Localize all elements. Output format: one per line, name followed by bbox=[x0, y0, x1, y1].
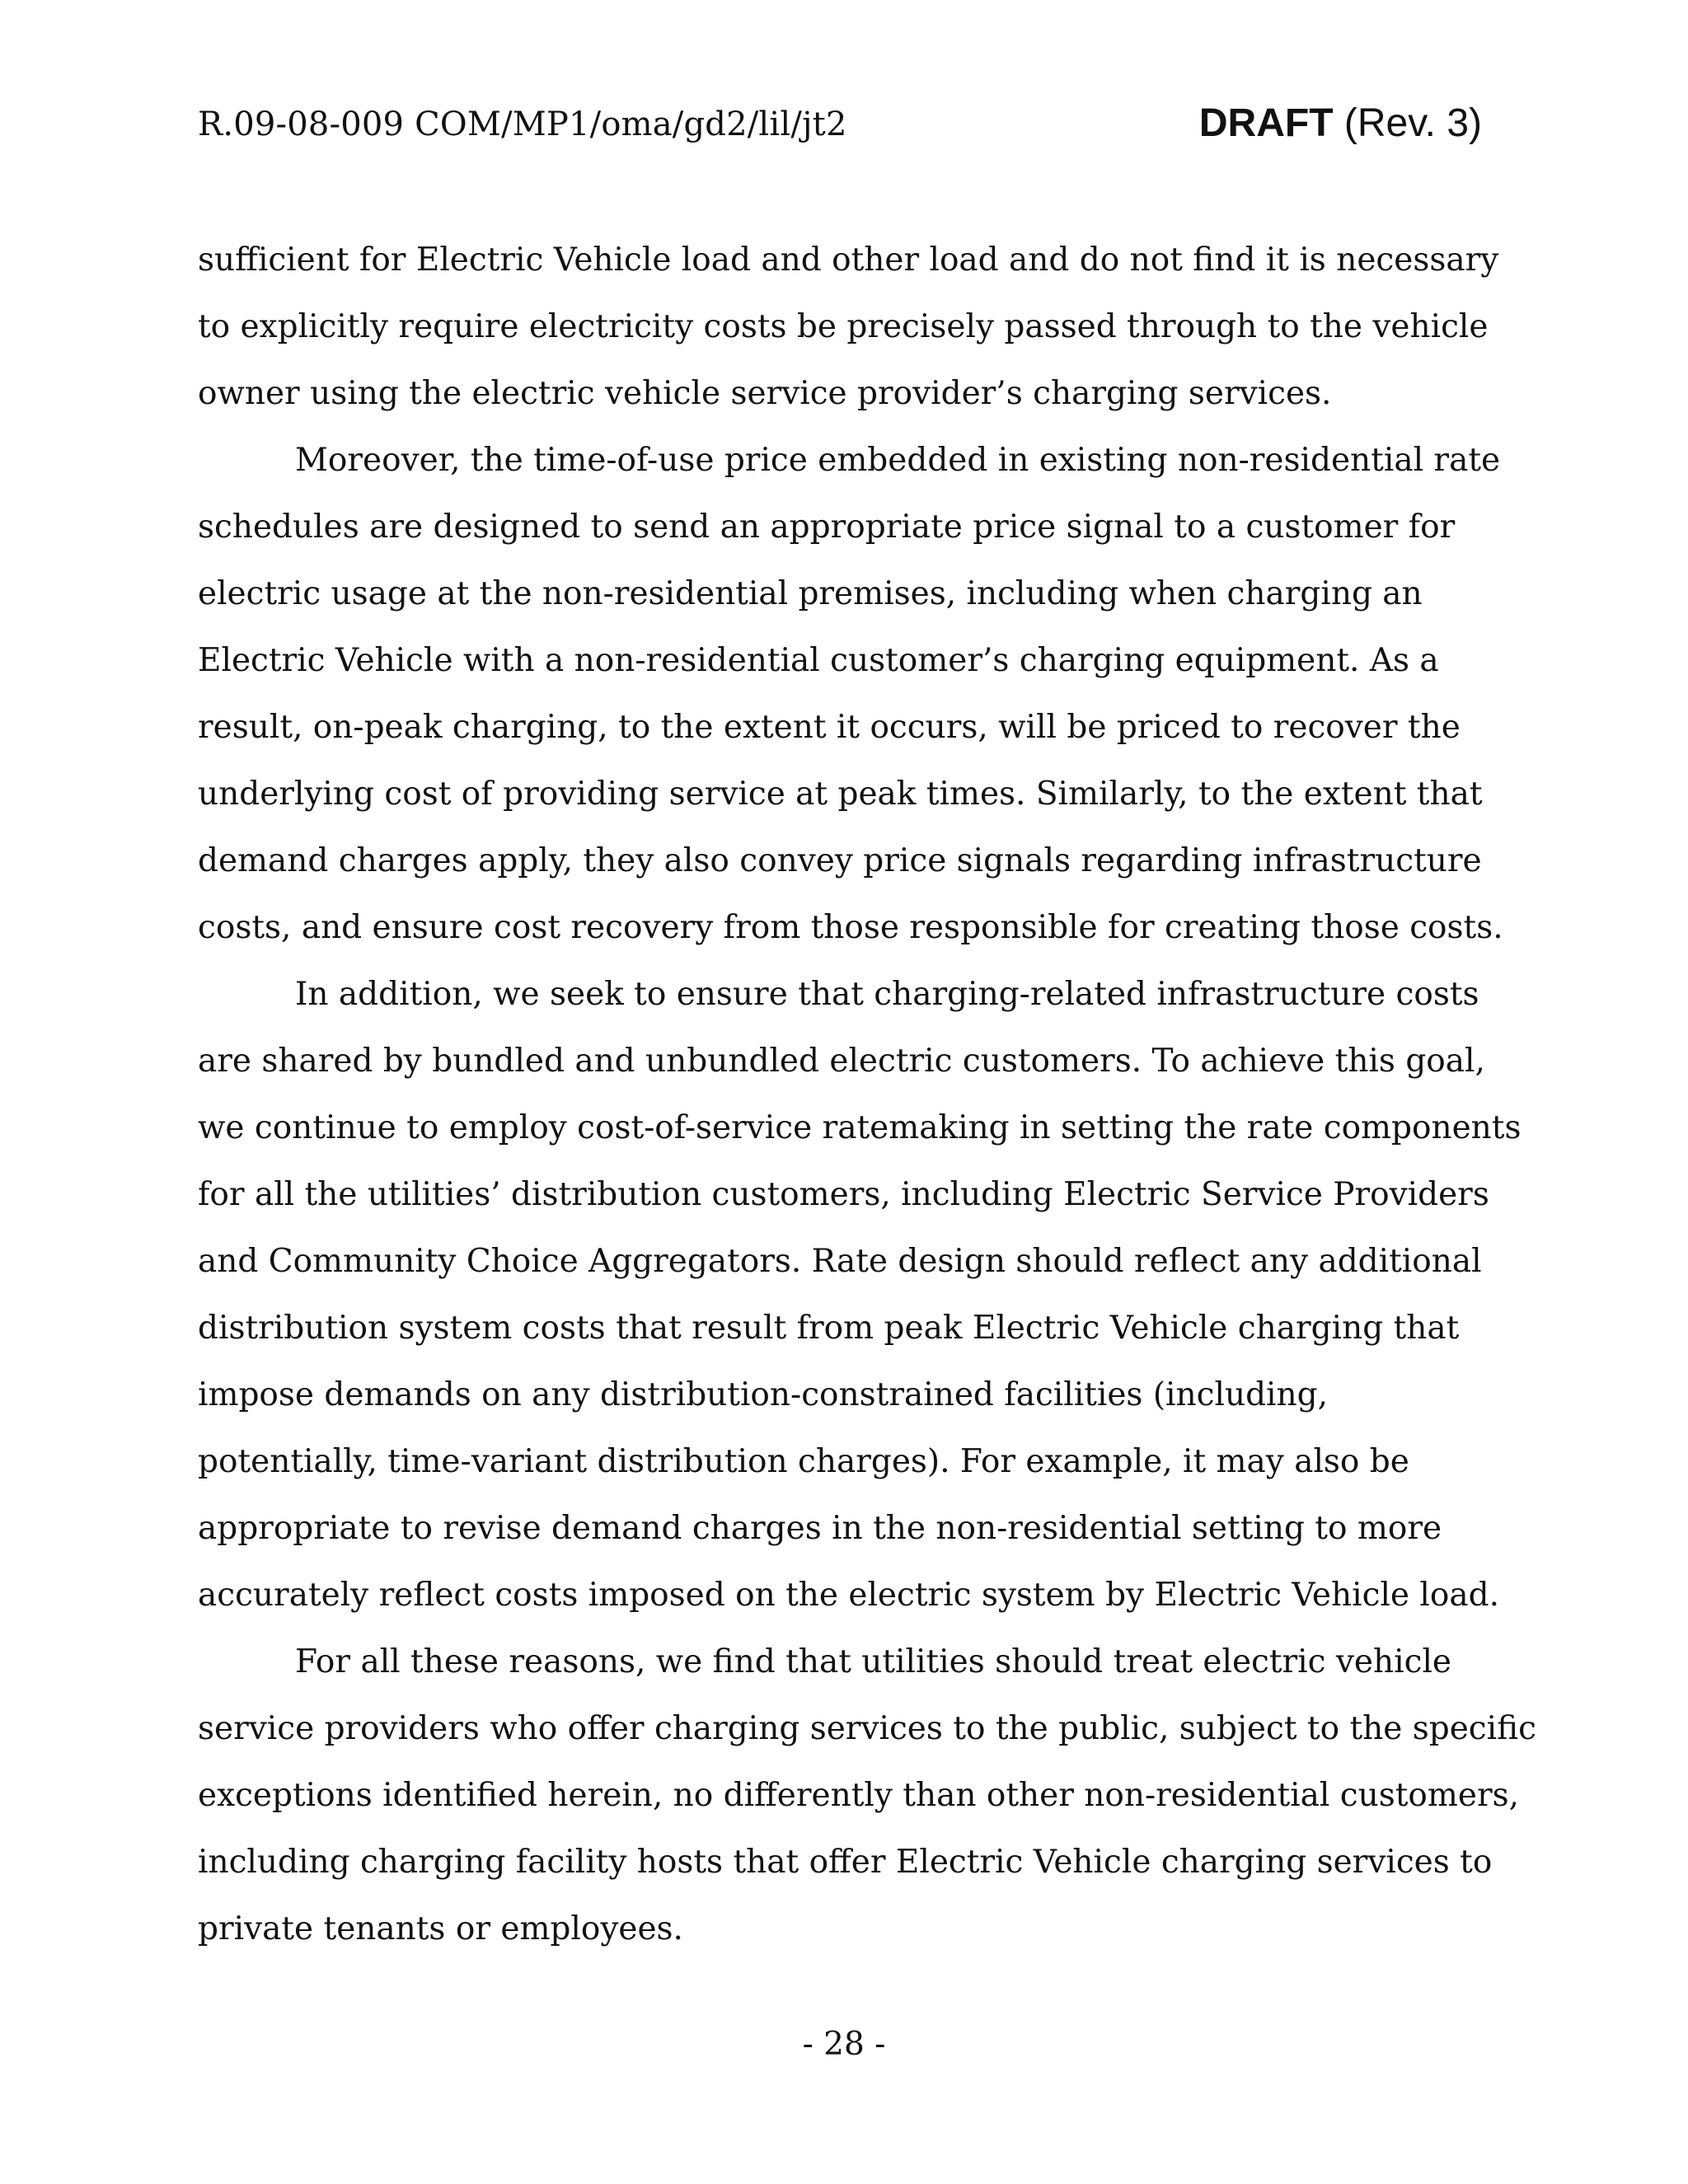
page-number: - 28 - bbox=[802, 2026, 886, 2063]
text-line: sufficient for Electric Vehicle load and other load and do not find it is necessary bbox=[198, 241, 1499, 279]
docket-number: R.09-08-009 COM/MP1/oma/gd2/lil/jt2 bbox=[198, 105, 847, 143]
text-line: underlying cost of providing service at peak times. Similarly, to the extent that bbox=[198, 776, 1483, 813]
text-line: and Community Choice Aggregators. Rate design should reflect any additional bbox=[198, 1243, 1482, 1280]
text-line: Electric Vehicle with a non-residential customer’s charging equipment. As a bbox=[198, 642, 1439, 679]
text-line: appropriate to revise demand charges in the non-residential setting to more bbox=[198, 1510, 1442, 1547]
text-line: In addition, we seek to ensure that charging-related infrastructure costs bbox=[295, 976, 1479, 1013]
text-line: accurately reflect costs imposed on the electric system by Electric Vehicle load. bbox=[198, 1577, 1499, 1614]
text-line: private tenants or employees. bbox=[198, 1910, 683, 1947]
text-line: service providers who offer charging services to the public, subject to the specific bbox=[198, 1710, 1536, 1747]
text-line: schedules are designed to send an appropriate price signal to a customer for bbox=[198, 509, 1456, 546]
text-line: impose demands on any distribution-constrained facilities (including, bbox=[198, 1376, 1328, 1413]
text-line: distribution system costs that result from peak Electric Vehicle charging that bbox=[198, 1310, 1460, 1347]
text-line: are shared by bundled and unbundled electric customers. To achieve this goal, bbox=[198, 1043, 1485, 1080]
text-line: potentially, time-variant distribution charges). For example, it may also be bbox=[198, 1443, 1409, 1480]
text-line: electric usage at the non-residential premises, including when charging an bbox=[198, 575, 1423, 612]
text-line: including charging facility hosts that offer Electric Vehicle charging services to bbox=[198, 1844, 1493, 1881]
text-line: we continue to employ cost-of-service ratemaking in setting the rate components bbox=[198, 1109, 1522, 1146]
text-line: costs, and ensure cost recovery from those responsible for creating those costs. bbox=[198, 909, 1503, 946]
draft-status bbox=[1199, 101, 1482, 146]
draft-label: DRAFT bbox=[1198, 101, 1334, 145]
revision-label: (Rev. 3) bbox=[1343, 101, 1482, 145]
text-line: For all these reasons, we find that utilities should treat electric vehicle bbox=[295, 1643, 1451, 1680]
text-line: result, on-peak charging, to the extent it occurs, will be priced to recover the bbox=[198, 709, 1461, 746]
text-line: exceptions identified herein, no differently than other non-residential customers, bbox=[198, 1777, 1520, 1814]
text-line: owner using the electric vehicle service provider’s charging services. bbox=[198, 375, 1332, 412]
text-line: for all the utilities’ distribution customers, including Electric Service Providers bbox=[198, 1176, 1489, 1213]
text-line: Moreover, the time-of-use price embedded in existing non-residential rate bbox=[295, 442, 1501, 479]
text-line: to explicitly require electricity costs be precisely passed through to the vehicle bbox=[198, 308, 1489, 345]
text-line: demand charges apply, they also convey price signals regarding infrastructure bbox=[198, 842, 1482, 879]
body-text bbox=[198, 237, 1536, 1972]
